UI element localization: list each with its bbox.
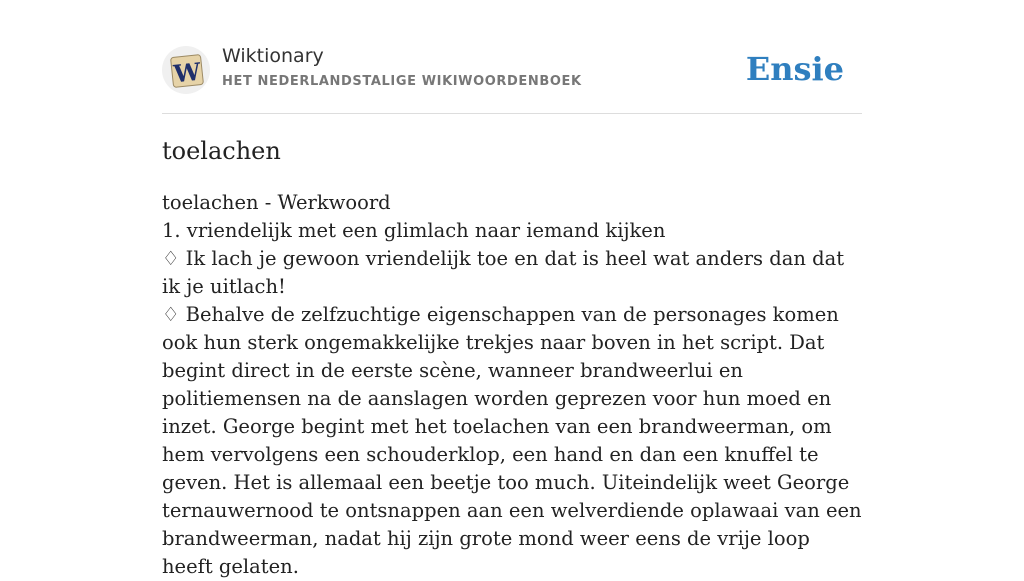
page-title: toelachen [162, 137, 281, 165]
example-sentence: ♢ Ik lach je gewoon vriendelijk toe en dat is heel wat anders dan dat ik je uitlach! [162, 247, 845, 298]
ensie-brand-logo[interactable]: Ensie [745, 50, 844, 88]
definition: 1. vriendelijk met een glimlach naar iemand kijken [162, 219, 666, 242]
svg-text:W: W [172, 56, 203, 89]
word-type-line: toelachen - Werkwoord [162, 191, 391, 214]
example-sentence: ♢ Behalve de zelfzuchtige eigenschappen van de personages komen ook hun sterk ongemakkelijke trekjes naar boven in het script. Dat begint direct in de eerste scène, wanneer brandweerlui en politiemensen na de aanslagen worden geprezen voor hun moed en inzet. George begint met het toelachen van een brandweerman, om hem vervolgens een schouderklop, een hand en dan een knuffel te geven. Het is allemaal een beetje too much. Uiteindelijk weet George ternauwernood te ontsnappen aan een welverdiende oplawaai van een brandweerman, nadat hij zijn grote mond weer eens de vrije loop heeft gelaten. [162, 303, 862, 578]
wiktionary-logo-icon[interactable] [162, 46, 210, 94]
site-title[interactable]: Wiktionary [222, 45, 324, 67]
entry-content [162, 189, 862, 581]
site-header [162, 0, 862, 114]
site-subtitle: HET NEDERLANDSTALIGE WIKIWOORDENBOEK [222, 74, 582, 89]
